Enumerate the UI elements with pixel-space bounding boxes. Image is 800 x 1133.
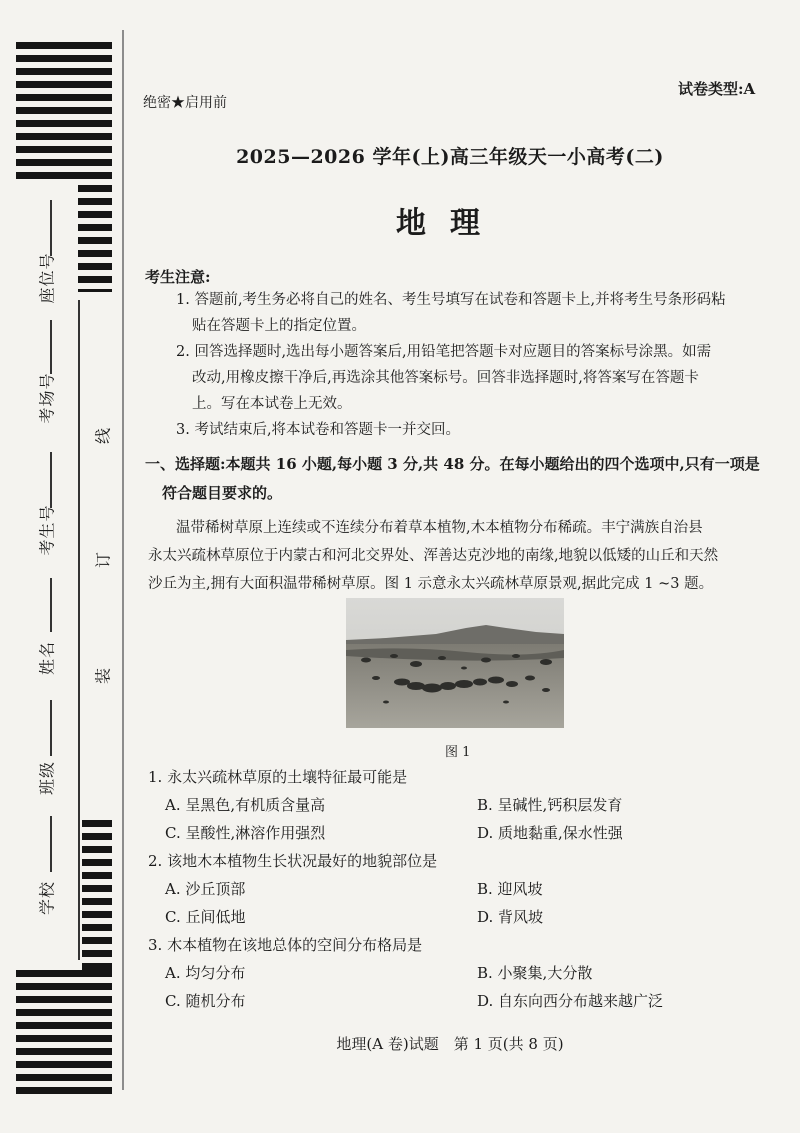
notice-item-2-cont2: 上。写在本试卷上无效。 (192, 396, 352, 412)
notice-item-3: 3. 考试结束后,将本试卷和答题卡一并交回。 (176, 422, 461, 438)
question-2-option-c: C. 丘间低地 (165, 908, 246, 926)
cut-mark-bind: 订 (93, 551, 113, 569)
name-label: 姓名 (37, 640, 57, 676)
binding-stripes-bottom (16, 970, 112, 1094)
passage-line-1: 温带稀树草原上连续或不连续分布着草本植物,木本植物分布稀疏。丰宁满族自治县 (176, 520, 703, 536)
secret-mark: 绝密★启用前 (143, 95, 227, 111)
binding-line (78, 300, 80, 960)
question-3-stem: 3. 木本植物在该地总体的空间分布格局是 (148, 936, 423, 954)
notice-item-2: 2. 回答选择题时,选出每小题答案后,用铅笔把答题卡对应题目的答案标号涂黑。如需 (176, 344, 712, 360)
grassland-photo (346, 598, 564, 728)
question-3-option-a: A. 均匀分布 (165, 964, 246, 982)
figure-label: 图 1 (445, 745, 471, 760)
question-2-stem: 2. 该地木本植物生长状况最好的地貌部位是 (148, 852, 438, 870)
seat-number-label: 座位号 (37, 252, 57, 304)
question-3-option-d: D. 自东向西分布越来越广泛 (477, 992, 664, 1010)
notice-title: 考生注意: (145, 268, 211, 286)
question-1-stem: 1. 永太兴疏林草原的土壤特征最可能是 (148, 768, 408, 786)
notice-item-2-cont: 改动,用橡皮擦干净后,再选涂其他答案标号。回答非选择题时,将答案写在答题卡 (192, 370, 699, 386)
notice-item-1: 1. 答题前,考生务必将自己的姓名、考生号填写在试卷和答题卡上,并将考生号条形码粘 (176, 292, 726, 308)
cut-mark-assemble: 装 (93, 667, 113, 685)
section-heading: 一、选择题:本题共 16 小题,每小题 3 分,共 48 分。在每小题给出的四个选项中,只有一项是 (145, 455, 760, 473)
exam-title: 2025—2026 学年(上)高三年级天一小高考(二) (236, 146, 664, 168)
question-1-option-d: D. 质地黏重,保水性强 (477, 824, 623, 842)
question-2-option-a: A. 沙丘顶部 (165, 880, 246, 898)
candidate-number-label: 考生号 (37, 504, 57, 556)
passage-line-3: 沙丘为主,拥有大面积温带稀树草原。图 1 示意永太兴疏林草原景观,据此完成 1 ~3 题。 (148, 576, 714, 592)
passage-line-2: 永太兴疏林草原位于内蒙古和河北交界处、浑善达克沙地的南缘,地貌以低矮的山丘和天然 (148, 548, 719, 564)
paper-type: 试卷类型:A (678, 80, 756, 98)
binding-margin (0, 0, 122, 1133)
question-1-option-b: B. 呈碱性,钙积层发育 (477, 796, 623, 814)
question-1-option-a: A. 呈黑色,有机质含量高 (165, 796, 326, 814)
question-2-option-b: B. 迎风坡 (477, 880, 543, 898)
question-3-option-b: B. 小聚集,大分散 (477, 964, 593, 982)
exam-room-label: 考场号 (37, 372, 57, 424)
binding-stripes-lower (82, 820, 112, 970)
question-1-option-c: C. 呈酸性,淋溶作用强烈 (165, 824, 326, 842)
class-label: 班级 (37, 760, 57, 796)
notice-item-1-cont: 贴在答题卡上的指定位置。 (192, 318, 366, 334)
school-label: 学校 (37, 880, 57, 916)
question-3-option-c: C. 随机分布 (165, 992, 246, 1010)
page-footer: 地理(A 卷)试题 第 1 页(共 8 页) (336, 1035, 564, 1053)
question-2-option-d: D. 背风坡 (477, 908, 544, 926)
subject-title: 地理 (396, 206, 504, 241)
cut-mark-line: 线 (93, 427, 113, 445)
section-heading-cont: 符合题目要求的。 (162, 484, 283, 502)
